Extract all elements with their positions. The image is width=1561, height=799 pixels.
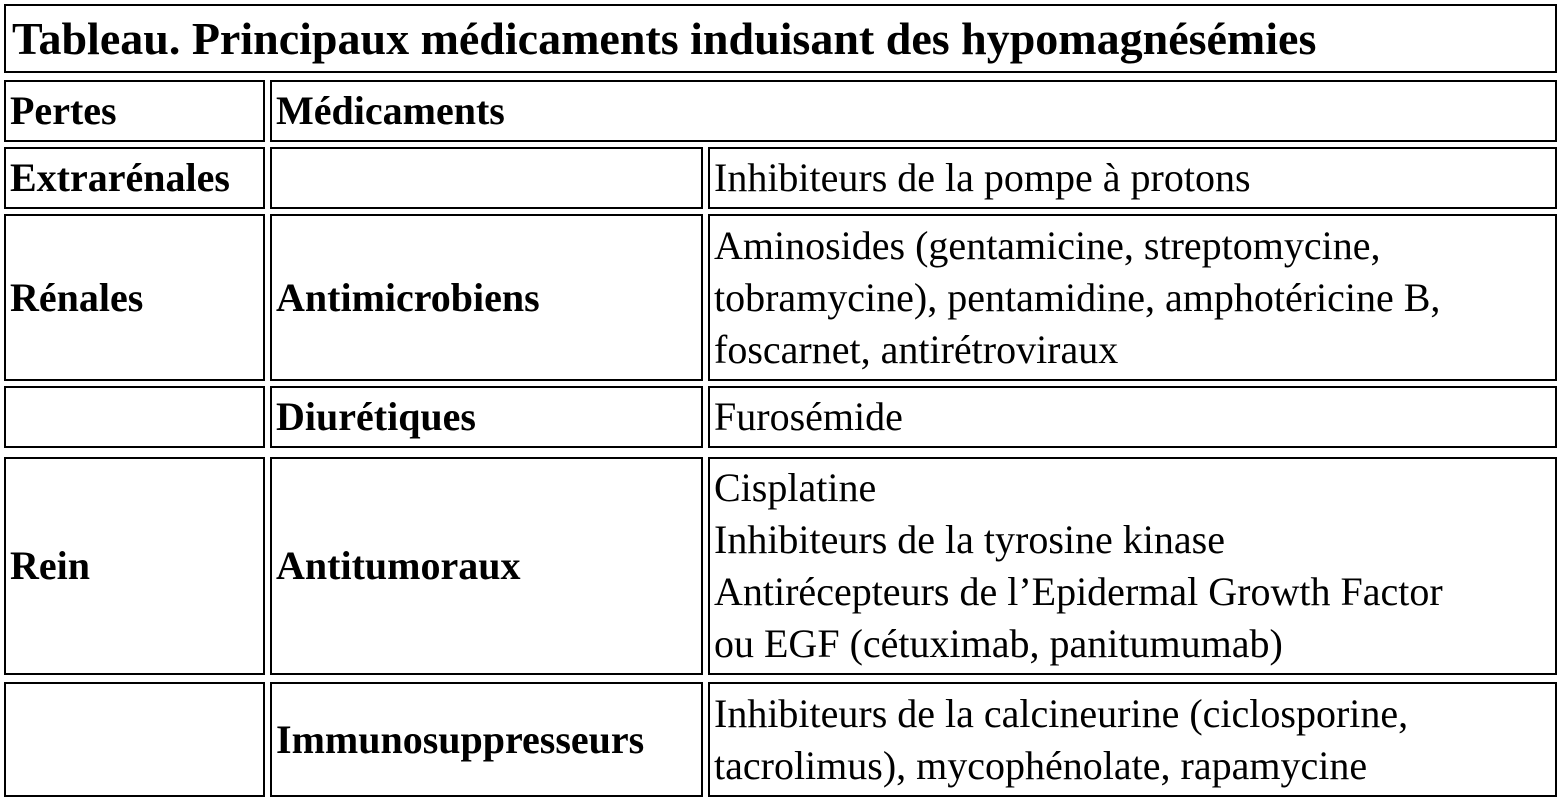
header-medicaments: Médicaments xyxy=(270,80,1557,142)
cell-classe-immunosuppresseurs: Immunosuppresseurs xyxy=(270,682,703,797)
cell-pertes-renales: Rénales xyxy=(4,214,265,381)
med-line: Antirécepteurs de l’Epidermal Growth Factor xyxy=(714,569,1443,614)
cell-medicaments-antitumoraux xyxy=(708,457,1557,675)
cell-pertes-empty xyxy=(4,386,265,448)
med-line: Inhibiteurs de la calcineurine (ciclosporine, xyxy=(714,690,1409,736)
table-title: Tableau. Principaux médicaments induisant des hypomagnésémies xyxy=(4,4,1557,73)
cell-pertes-extrarenales: Extrarénales xyxy=(4,147,265,209)
header-pertes: Pertes xyxy=(4,80,265,142)
cell-medicaments-antimicrobiens xyxy=(708,214,1557,381)
med-line: tobramycine), pentamidine, amphotéricine B, xyxy=(714,274,1441,320)
cell-medicaments-diuretiques: Furosémide xyxy=(708,386,1557,448)
cell-pertes-rein: Rein xyxy=(4,457,265,675)
cell-classe-diuretiques: Diurétiques xyxy=(270,386,703,448)
med-line: ou EGF (cétuximab, panitumumab) xyxy=(714,621,1283,666)
cell-medicaments-immunosuppresseurs xyxy=(708,682,1557,797)
cell-medicaments-ipp: Inhibiteurs de la pompe à protons xyxy=(708,147,1557,209)
med-line: foscarnet, antirétroviraux xyxy=(714,326,1119,372)
med-line: Aminosides (gentamicine, streptomycine, xyxy=(714,222,1381,268)
cell-classe-antitumoraux: Antitumoraux xyxy=(270,457,703,675)
cell-pertes-empty xyxy=(4,682,265,797)
med-line: Cisplatine xyxy=(714,465,877,510)
cell-classe-antimicrobiens: Antimicrobiens xyxy=(270,214,703,381)
med-line: tacrolimus), mycophénolate, rapamycine xyxy=(714,742,1368,788)
cell-classe-empty xyxy=(270,147,703,209)
med-line: Inhibiteurs de la tyrosine kinase xyxy=(714,517,1225,562)
